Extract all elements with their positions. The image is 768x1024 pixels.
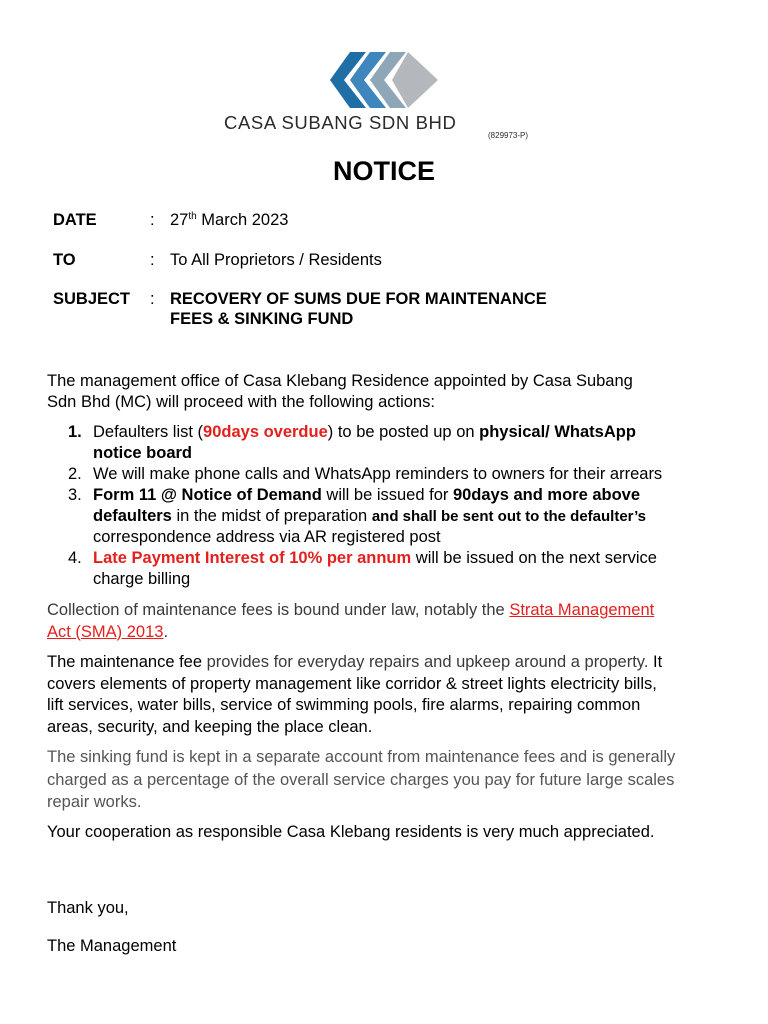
subject-line-2: FEES & SINKING FUND (170, 310, 354, 328)
subject-colon: : (150, 290, 155, 308)
to-label: TO (53, 251, 76, 269)
sma-link[interactable]: Strata Management (509, 601, 655, 619)
company-name: CASA SUBANG SDN BHD (224, 112, 457, 133)
maintenance-paragraph: The maintenance fee provides for everyday repairs and upkeep around a property. It covers elements of property management like corridor & street lights electricity bills, lift services, water bills, service of swimming pools, fire alarms, repairing common areas, security, and keeping the place clean. (47, 653, 663, 736)
collection-paragraph: Collection of maintenance fees is bound under law, notably the Strata Management Act (SMA) 2013. (47, 601, 655, 641)
sinking-fund-paragraph: The sinking fund is kept in a separate account from maintenance fees and is generally charged as a percentage of the overall service charges you pay for future large scales repair works. (47, 748, 676, 811)
signoff: The Management (47, 937, 177, 955)
date-value: 27th March 2023 (170, 211, 289, 229)
subject-line-1: RECOVERY OF SUMS DUE FOR MAINTENANCE (170, 290, 547, 308)
intro-paragraph: The management office of Casa Klebang Residence appointed by Casa Subang Sdn Bhd (MC) will proceed with the following actions: (47, 372, 633, 411)
registration-number: (829973-P) (488, 131, 529, 140)
thank-you: Thank you, (47, 899, 129, 917)
date-label: DATE (53, 211, 97, 229)
to-value: To All Proprietors / Residents (170, 251, 382, 269)
notice-title: NOTICE (332, 156, 435, 186)
to-colon: : (150, 251, 155, 269)
cooperation-paragraph: Your cooperation as responsible Casa Klebang residents is very much appreciated. (47, 823, 655, 841)
company-logo-icon (330, 52, 438, 108)
subject-label: SUBJECT (53, 290, 131, 308)
date-colon: : (150, 211, 155, 229)
sma-link-continued[interactable]: Act (SMA) 2013 (47, 622, 164, 641)
